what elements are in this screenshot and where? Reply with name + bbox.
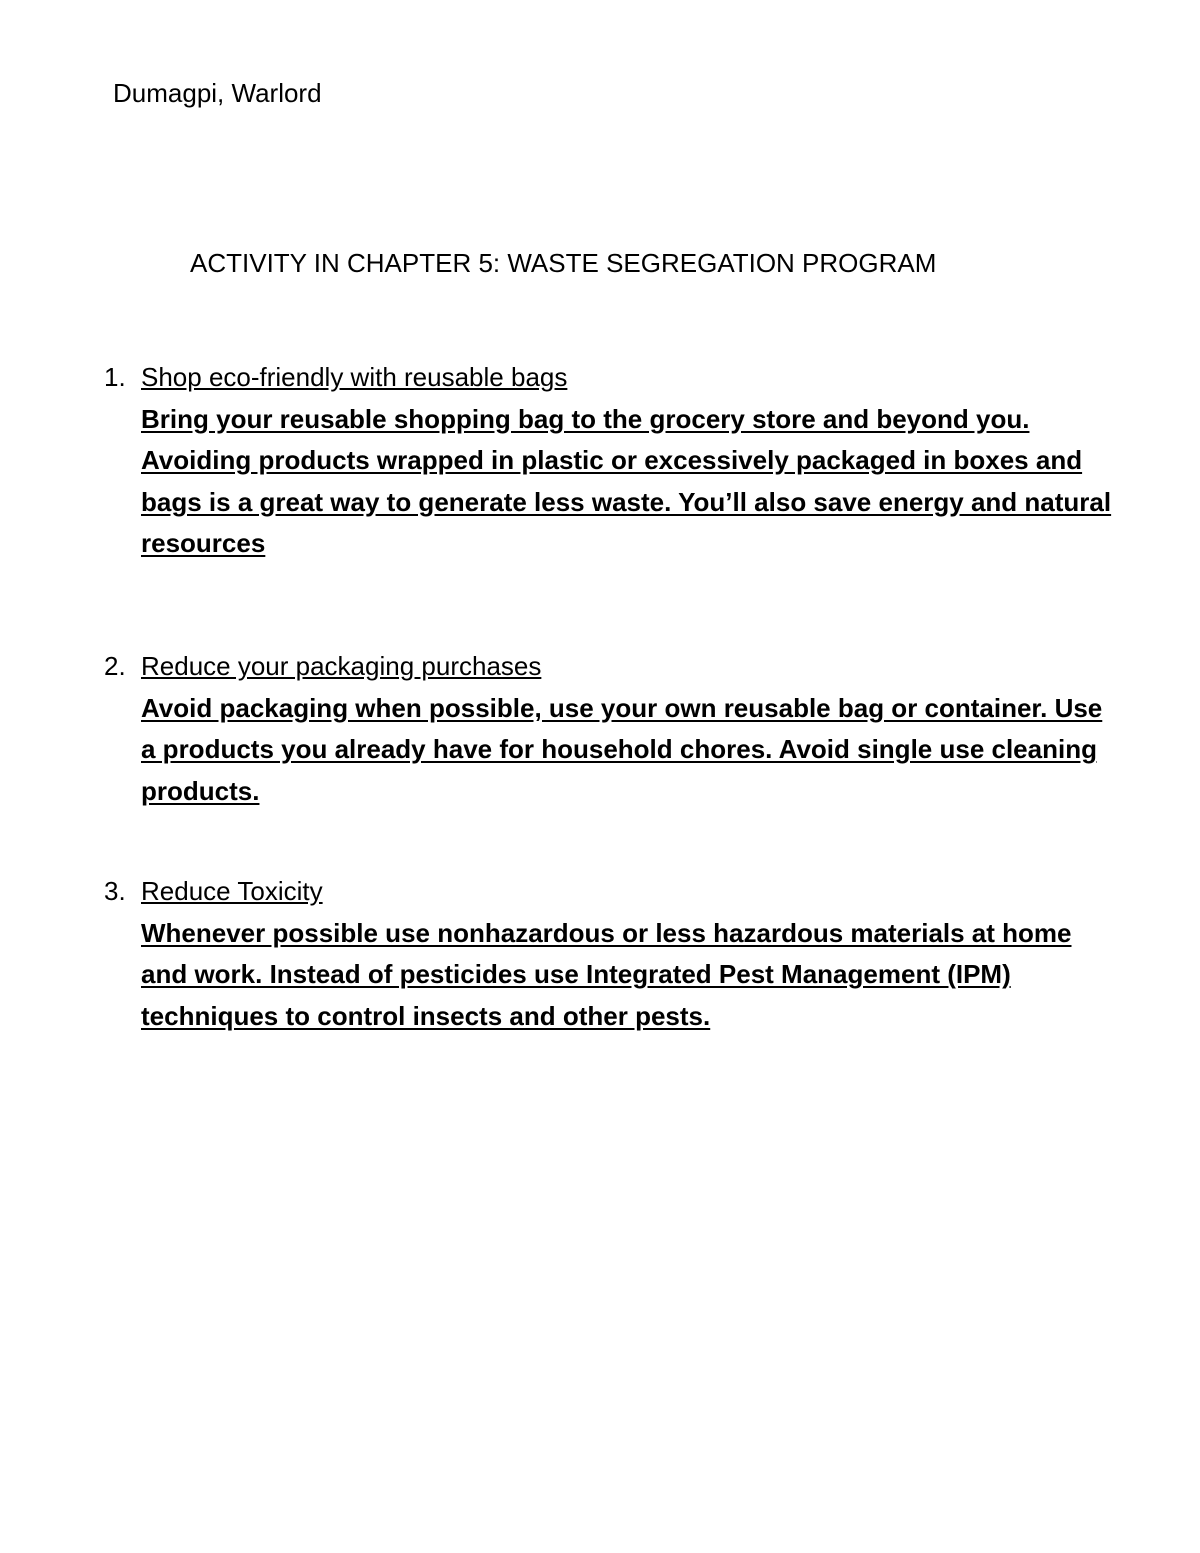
- item-content: [141, 871, 1121, 1037]
- item-body: Bring your reusable shopping bag to the grocery store and beyond you. Avoiding products wrapped in plastic or excessively packaged in boxes and bags is a great way to generate less waste. You’ll also save energy and natural resources: [141, 403, 1112, 558]
- author-name: Dumagpi, Warlord: [113, 78, 322, 108]
- item-number: 3.: [104, 876, 126, 906]
- item-heading: Reduce Toxicity: [141, 876, 323, 906]
- item-number: 1.: [104, 362, 126, 392]
- item-body: Whenever possible use nonhazardous or less hazardous materials at home and work. Instead of pesticides use Integrated Pest Management (IPM) techniques to control insects and other pests.: [141, 917, 1072, 1031]
- item-heading: Reduce your packaging purchases: [141, 651, 542, 681]
- item-content: [141, 646, 1121, 812]
- document-title: ACTIVITY IN CHAPTER 5: WASTE SEGREGATION PROGRAM: [190, 248, 937, 278]
- item-heading: Shop eco-friendly with reusable bags: [141, 362, 568, 392]
- item-body: Avoid packaging when possible, use your own reusable bag or container. Use a products you already have for household chores. Avoid single use cleaning products.: [141, 692, 1103, 806]
- item-content: [141, 357, 1121, 565]
- item-number: 2.: [104, 651, 126, 681]
